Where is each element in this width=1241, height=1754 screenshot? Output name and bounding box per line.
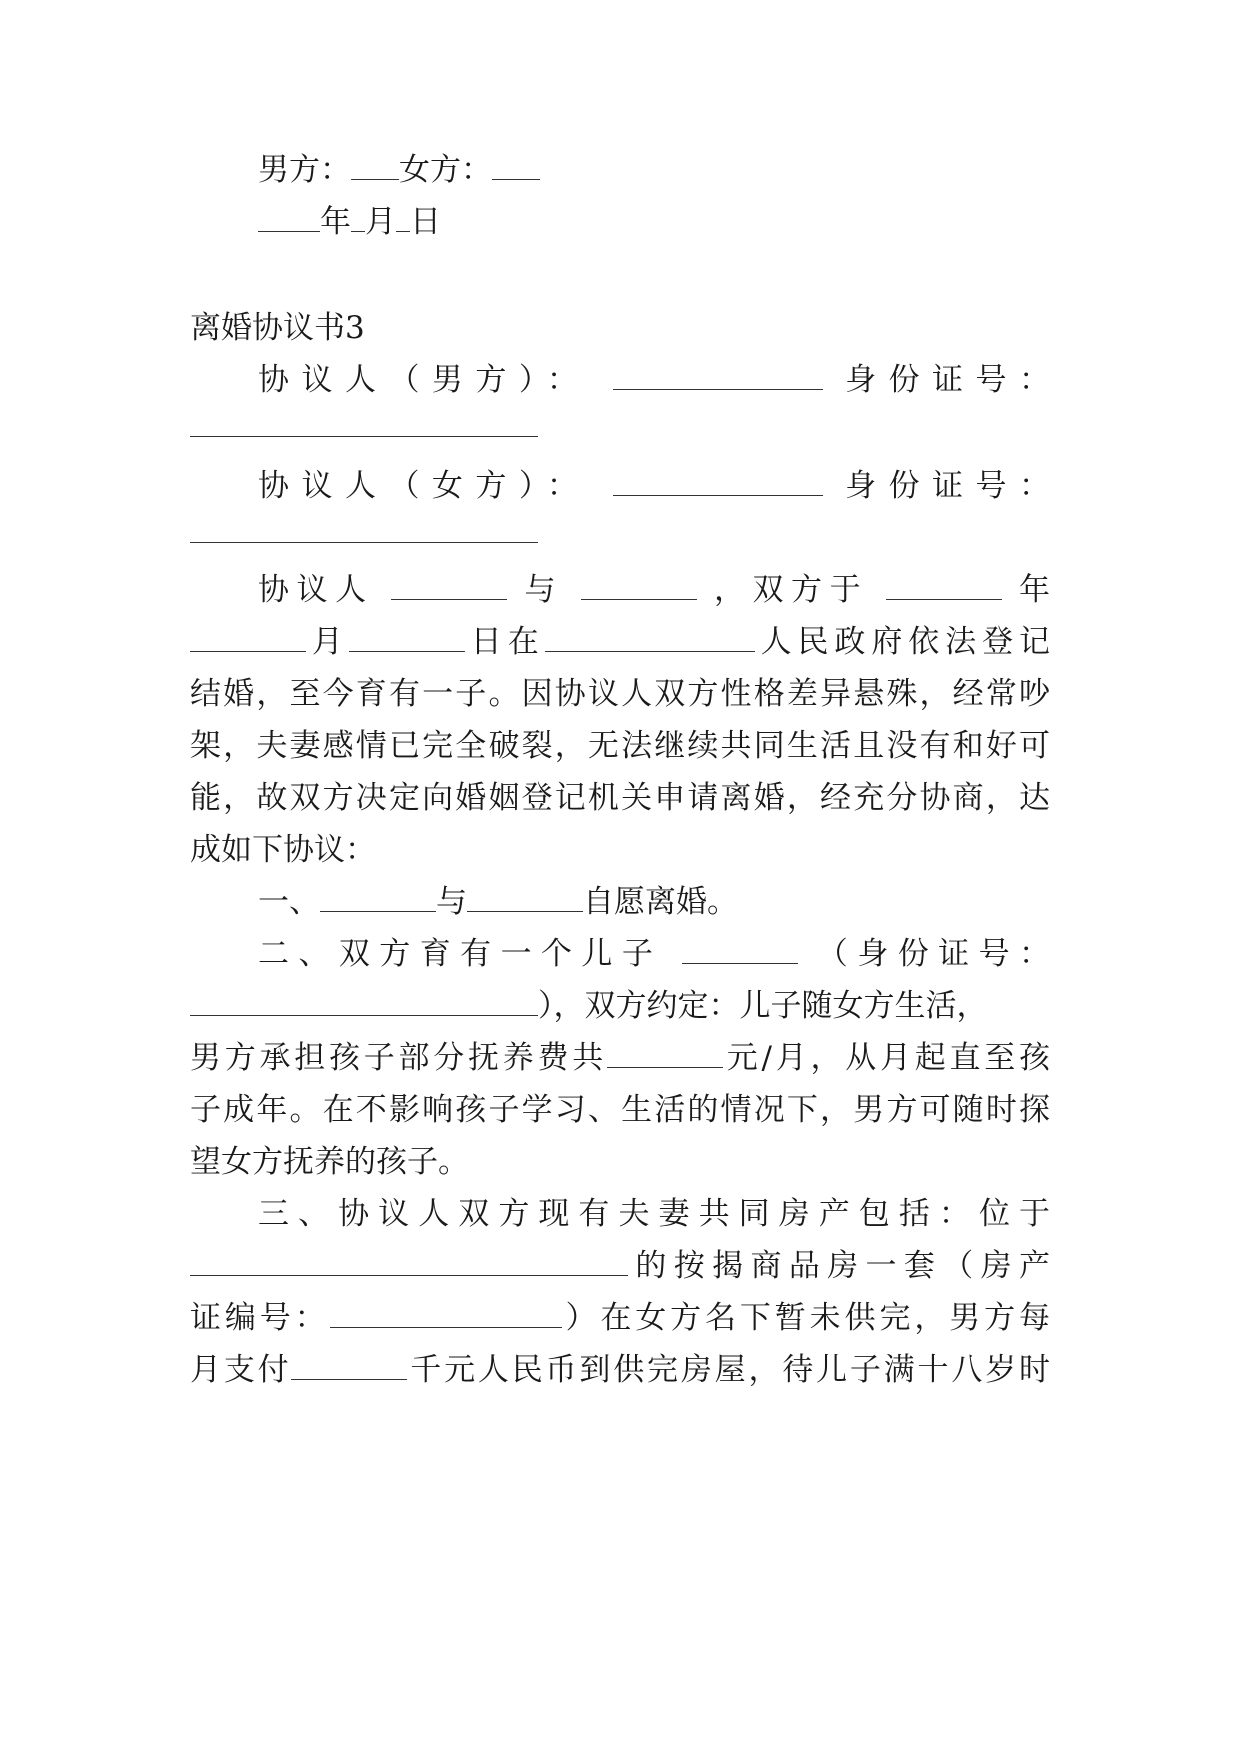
body-text: 协议人 [258,572,374,608]
female-name-blank [613,469,823,496]
body-line-6: 成如下协议： [190,832,376,868]
male-signature-label: 男方： [258,152,351,188]
female-id-blank [190,542,538,543]
clause-text: 男方承担孩子部分抚养费共 [190,1040,608,1076]
body-line-1 [258,570,1050,610]
clause-3-line-4 [190,1350,1050,1390]
clause-3-line-1: 三、协议人双方现有夫妻共同房产包括：位于 [258,1196,1050,1232]
marriage-year-blank [886,573,1002,600]
body-line-3: 结婚，至今育有一子。因协议人双方性格差异悬殊，经常吵 [190,676,1050,712]
body-line-4: 架，夫妻感情已完全破裂，无法继续共同生活且没有和好可 [190,728,1050,764]
day-label: 日 [410,204,441,240]
clause-text: 二、双方育有一个儿子 [258,936,663,972]
clause-text: 一、 [258,884,320,920]
female-signature-blank [492,153,540,180]
female-signature-label: 女方： [399,152,492,188]
monthly-payment-blank [291,1353,407,1380]
clause-text: 自愿离婚。 [583,884,738,920]
male-name-blank [613,363,823,390]
body-text: ，双方于 [713,572,869,608]
body-text: 年 [1019,572,1050,608]
party-b-blank [581,573,697,600]
property-location-blank [190,1249,628,1276]
male-id-label: 身份证号： [845,362,1050,398]
clause-text: 千元人民币到供完房屋，待儿子满十八岁时 [407,1352,1050,1388]
year-blank [258,205,320,232]
clause-2-line-5: 望女方抚养的孩子。 [190,1144,469,1180]
document-title: 离婚协议书3 [190,310,365,346]
clause-1 [258,882,1050,922]
marriage-month-blank [190,625,306,652]
clause-2-line-2 [190,986,1050,1026]
male-id-blank [190,436,538,437]
clause-text: （身份证号： [816,936,1050,972]
female-party-line [258,466,1050,506]
clause-2-line-3 [190,1038,1050,1078]
clause-2-line-1 [258,934,1050,974]
body-line-5: 能，故双方决定向婚姻登记机关申请离婚，经充分协商，达 [190,780,1050,816]
clause-text: 元/月，从月起直至孩 [723,1040,1050,1076]
month-label: 月 [365,204,396,240]
body-text: 日在 [464,624,545,660]
clause-text: 月支付 [190,1352,292,1388]
clause-text: ）在女方名下暂未供完，男方每 [561,1300,1050,1336]
clause-3-line-2 [190,1246,1050,1286]
marriage-day-blank [349,625,465,652]
signature-parties-line [258,150,1050,190]
year-label: 年 [320,204,351,240]
clause-text: 证编号： [190,1300,330,1336]
support-amount-blank [607,1041,723,1068]
body-line-2 [190,622,1050,662]
clause-2-line-4: 子成年。在不影响孩子学习、生活的情况下，男方可随时探 [190,1092,1050,1128]
marriage-place-blank [545,625,755,652]
female-party-label: 协议人（女方）： [258,468,591,504]
day-blank [396,205,410,232]
body-text: 月 [306,624,349,660]
body-text: 与 [524,572,564,608]
signature-date-line [258,202,1050,242]
clause-text: ），双方约定：儿子随女方生活， [538,988,988,1024]
son-name-blank [682,937,798,964]
month-blank [351,205,365,232]
male-signature-blank [351,153,399,180]
clause-text: 的按揭商品房一套（房产 [628,1248,1050,1284]
male-party-line [258,360,1050,400]
son-id-blank [190,989,538,1016]
clause1-party-b-blank [467,885,583,912]
clause-3-line-3 [190,1298,1050,1338]
party-a-blank [391,573,507,600]
body-text: 人民政府依法登记 [754,624,1050,660]
female-id-label: 身份证号： [845,468,1050,504]
property-cert-blank [330,1301,562,1328]
clause-text: 与 [436,884,467,920]
clause1-party-a-blank [320,885,436,912]
male-party-label: 协议人（男方）： [258,362,591,398]
